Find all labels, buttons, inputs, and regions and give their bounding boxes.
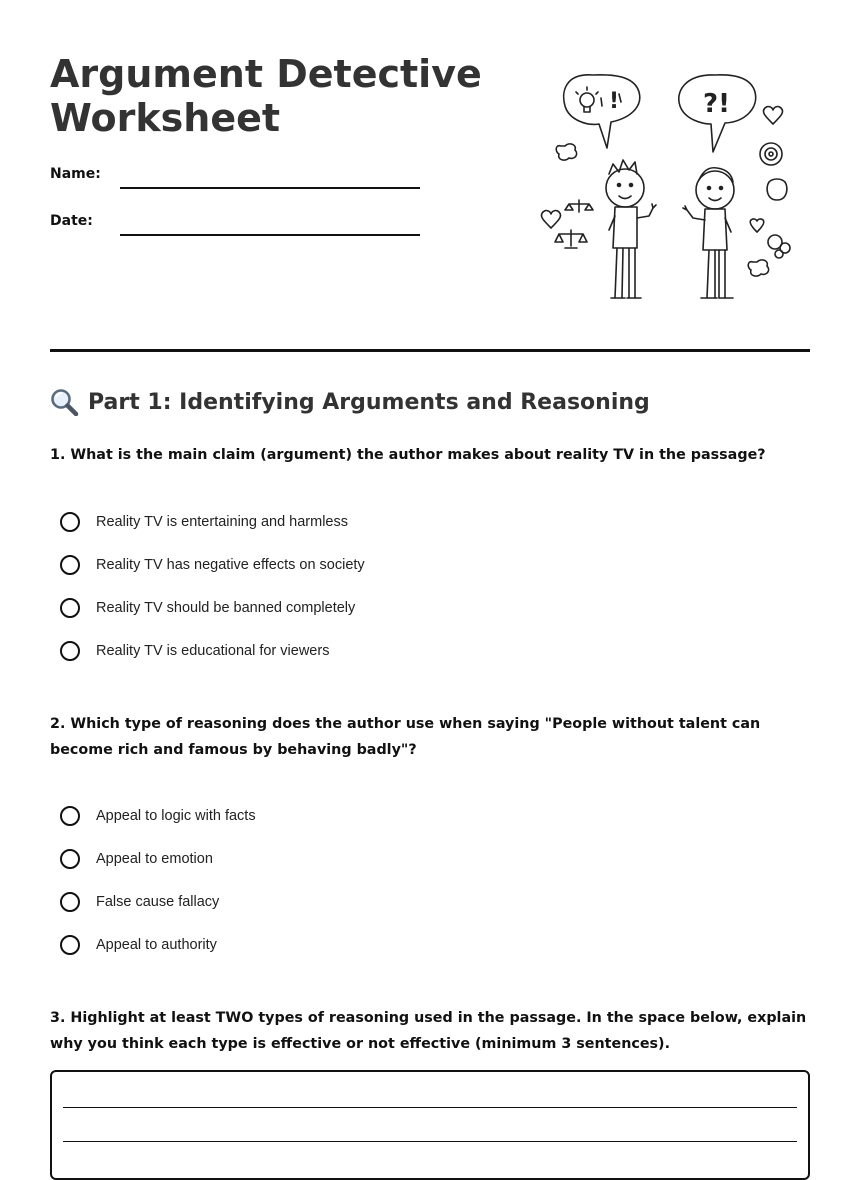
radio-button[interactable] — [60, 512, 80, 532]
brain-icon — [556, 144, 576, 160]
section-divider — [50, 349, 810, 352]
q2-option-3[interactable] — [60, 889, 219, 915]
radio-button[interactable] — [60, 849, 80, 869]
option-label: Appeal to emotion — [96, 851, 213, 867]
q2-option-4[interactable] — [60, 932, 217, 958]
scale-icon — [555, 200, 593, 248]
magnifier-icon — [50, 388, 80, 416]
spiral-icon — [760, 143, 782, 165]
radio-button[interactable] — [60, 935, 80, 955]
option-label: Appeal to logic with facts — [96, 808, 256, 824]
q1-option-3[interactable] — [60, 595, 355, 621]
worksheet-title: Argument Detective Worksheet — [50, 52, 482, 140]
name-field[interactable] — [120, 187, 420, 189]
left-kid-icon — [606, 160, 656, 298]
option-label: False cause fallacy — [96, 894, 220, 910]
radio-button[interactable] — [60, 806, 80, 826]
date-label: Date: — [50, 213, 93, 229]
option-label: Reality TV is educational for viewers — [96, 643, 330, 659]
radio-button[interactable] — [60, 892, 80, 912]
two-kids-debating-illustration — [535, 70, 805, 310]
name-label: Name: — [50, 166, 101, 182]
heart-icon-2 — [763, 107, 782, 124]
question-2: 2. Which type of reasoning does the author use when saying "People without talent can become rich and famous by behaving badly"? — [50, 716, 761, 758]
part1-title: Part 1: Identifying Arguments and Reasoning — [88, 389, 650, 415]
right-kid-icon — [683, 168, 734, 298]
part1-heading — [50, 388, 650, 416]
wallet-icon — [767, 179, 787, 200]
option-label: Appeal to authority — [96, 937, 217, 953]
radio-button[interactable] — [60, 598, 80, 618]
radio-button[interactable] — [60, 641, 80, 661]
option-label: Reality TV is entertaining and harmless — [96, 514, 348, 530]
option-label: Reality TV should be banned completely — [96, 600, 356, 616]
bubble-left-text: ! — [609, 89, 620, 114]
question-3: 3. Highlight at least TWO types of reasoning used in the passage. In the space below, explain why you think each type is effective or not effective (minimum 3 sentences). — [50, 1010, 807, 1052]
question-1: 1. What is the main claim (argument) the author makes about reality TV in the passage? — [50, 447, 766, 463]
brain-icon-2 — [748, 260, 768, 276]
radio-button[interactable] — [60, 555, 80, 575]
q2-option-1[interactable] — [60, 803, 256, 829]
heart-icon-3 — [750, 219, 764, 232]
q1-option-2[interactable] — [60, 552, 365, 578]
answer-text-area[interactable] — [50, 1070, 810, 1180]
writing-line — [63, 1141, 797, 1142]
heart-icon — [541, 211, 560, 228]
q1-option-4[interactable] — [60, 638, 329, 664]
lightbulb-icon — [576, 87, 598, 112]
gears-icon — [768, 235, 790, 258]
bubble-right-text: ?! — [703, 89, 730, 119]
option-label: Reality TV has negative effects on society — [96, 557, 365, 573]
q1-option-1[interactable] — [60, 509, 348, 535]
date-field[interactable] — [120, 234, 420, 236]
writing-line — [63, 1107, 797, 1108]
q2-option-2[interactable] — [60, 846, 213, 872]
